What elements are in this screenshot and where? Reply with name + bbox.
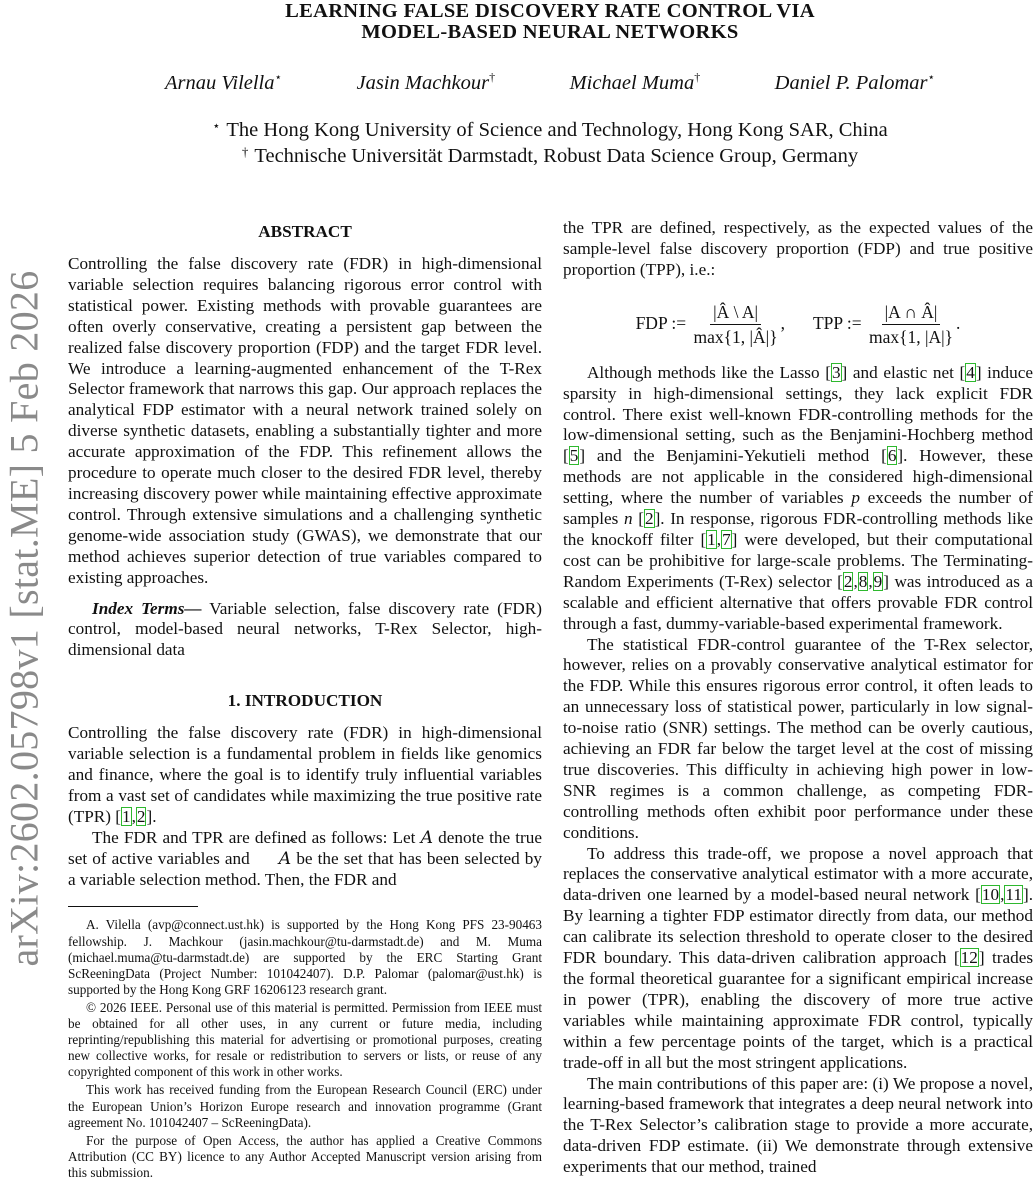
section-heading-intro: 1. INTRODUCTION: [227, 691, 383, 711]
footnote: For the purpose of Open Access, the author has applied a Creative Commons Attribution (CC BY) licence to any Author Accepted Manuscript version arising from this submission.: [68, 1132, 542, 1180]
author: Daniel P. Palomar⋆: [774, 70, 935, 94]
citation-link[interactable]: 10: [981, 885, 1000, 905]
citation-link[interactable]: 5: [569, 446, 579, 466]
citation-link[interactable]: 1: [707, 529, 716, 549]
left-column: [68, 222, 542, 1181]
arxiv-watermark: arXiv:2602.05798v1 [stat.ME] 5 Feb 2026: [1, 269, 47, 967]
abstract-heading: ABSTRACT: [258, 222, 352, 241]
abstract-text: Controlling the false discovery rate (FDR) in high-dimensional variable selection requires balancing rigorous error control with statistical power. Existing methods with provable guarantees are often overly conservative, creating a persistent gap between the realized false discovery proportion (FDP) and the target FDR level. We introduce a learning-augmented enhancement of the T-Rex Selector framework that narrows this gap. Our approach replaces the analytical FDP estimator with a neural network trained solely on diverse synthetic datasets, enabling a substantially tighter and more accurate approximation of the FDP. This refinement allows the procedure to operate much closer to the desired FDR level, thereby increasing discovery power while maintaining effective approximate control. Through extensive simulations and a challenging synthetic genome-wide association study (GWAS), we demonstrate that our method achieves superior detection of true variables compared to existing approaches.: [68, 254, 542, 587]
citation-link[interactable]: 9: [873, 571, 883, 591]
citation-link[interactable]: 6: [887, 446, 897, 466]
citation-link[interactable]: 1: [122, 806, 131, 826]
author: Michael Muma†: [569, 70, 701, 94]
citation-link[interactable]: 2: [644, 509, 654, 529]
right-column: [563, 0, 1033, 1178]
citation-link[interactable]: 2: [843, 571, 853, 591]
citation-link[interactable]: 12: [960, 948, 978, 968]
footnotes: [68, 917, 542, 1181]
intro-paragraph: The FDR and TPR are defined as follows: Let A denote the true set of active variables and ˆ A be the set that has been selected by a variable selection method. Then, the FDR and: [68, 828, 542, 891]
author: Jasin Machkour†: [356, 70, 496, 94]
body-paragraph: Although methods like the Lasso [3] and elastic net [4] induce sparsity in high-dimensional settings, they lack explicit FDR control. There exist well-known FDR-controlling methods for the low-dimensional setting, such as the Benjamini-Hochberg method [5] and the Benjamini-Yekutieli method [6]. However, these methods are not applicable in the considered high-dimensional setting, where the number of variables p exceeds the number of samples n [2]. In response, rigorous FDR-controlling methods like the knockoff filter [1,7] were developed, but their computational cost can be prohibitive for large-scale problems. The Terminating-Random Experiments (T-Rex) selector [2,8,9] was introduced as a scalable and efficient alternative that offers provable FDR control through a fast, dummy-variable-based experimental framework.: [563, 362, 1034, 633]
citation-link[interactable]: 4: [966, 362, 975, 382]
affiliation: ⋆ The Hong Kong University of Science and Technology, Hong Kong SAR, China: [212, 118, 888, 141]
affiliation: † Technische Universität Darmstadt, Robust Data Science Group, Germany: [241, 144, 859, 167]
footnote: This work has received funding from the European Research Council (ERC) under the European Union’s Horizon Europe research and innovation programme (Grant agreement No. 101042407 – ScReeningData).: [68, 1082, 542, 1130]
title-line-2: MODEL-BASED NEURAL NETWORKS: [361, 21, 739, 43]
citation-link[interactable]: 3: [831, 362, 841, 382]
body-paragraph: The statistical FDR-control guarantee of the T-Rex selector, however, relies on a provably conservative analytical estimator for the FDP. While this ensures rigorous error control, it often leads to an unnecessary loss of statistical power, particularly in low signal-to-noise ratio (SNR) settings. The method can be overly cautious, achieving an FDR far below the target level at the cost of missing true discoveries. This difficulty in achieving high power in low-SNR regimes is a common challenge, as competing FDR-controlling methods often exhibit poor performance under these conditions.: [563, 634, 1033, 842]
footnote: © 2026 IEEE. Personal use of this material is permitted. Permission from IEEE must be obtained for all other uses, in any current or future media, including reprinting/republishing this material for advertising or promotional purposes, creating new collective works, for resale or redistribution to servers or lists, or reuse of any copyrighted component of this work in other works.: [68, 999, 542, 1080]
fdp-tpp-equation: FDP := $\frac{|Â \backslash A|}{\max\{1, |Â|\}}$ , TPP := $\frac{|A \cap Â|}{\max\{1, |A|\}}$ .: [635, 301, 961, 347]
footnote: A. Vilella (avp@connect.ust.hk) is supported by the Hong Kong PFS 23-90463 fellowship. J. Machkour (jasin.machkour@tu-darmstadt.de) and M. Muma (michael.muma@tu-darmstadt.de) are supported by the ERC Starting Grant ScReeningData (Project Number: 101042407). D.P. Palomar (palomar@ust.hk) is supported by the Hong Kong GRF 16206123 research grant.: [68, 917, 542, 997]
citation-link[interactable]: 2: [136, 806, 146, 826]
index-terms: Index Terms— Variable selection, false discovery rate (FDR) control, model-based neural networks, T-Rex Selector, high-dimensional data: [68, 598, 542, 660]
intro-paragraph: Controlling the false discovery rate (FDR) in high-dimensional variable selection is a fundamental problem in fields like genomics and finance, where the goal is to identify truly influential variables from a vast set of candidates while maximizing the true positive rate (TPR) [1,2].: [68, 723, 542, 826]
citation-link[interactable]: 8: [858, 571, 868, 591]
intro-paragraph-continued: the TPR are defined, respectively, as the expected values of the sample-level false discovery proportion (FDP) and true positive proportion (TPP), i.e.:: [563, 218, 1033, 279]
title-line-1: LEARNING FALSE DISCOVERY RATE CONTROL VIA: [285, 0, 815, 22]
body-paragraph: To address this trade-off, we propose a novel approach that replaces the conservative analytical estimator with a more accurate, data-driven one learned by a model-based neural network [10,11]. By learning a tighter FDP estimator directly from data, our method can calibrate its selection threshold to operate closer to the desired FDR boundary. This data-driven calibration approach [12] trades the formal theoretical guarantee for a significant empirical increase in power (TPR), enabling the discovery of more true active variables while maintaining approximate FDR control, typically within a few percentage points of the target, which is a practical trade-off in all but the most stringent applications.: [563, 843, 1034, 1072]
citation-link[interactable]: 7: [722, 529, 731, 549]
author: Arnau Vilella⋆: [165, 70, 283, 94]
citation-link[interactable]: 11: [1005, 885, 1022, 905]
body-paragraph: The main contributions of this paper are: (i) We propose a novel, learning-based framework that integrates a deep neural network into the T-Rex Selector’s calibration stage to provide a more accurate, data-driven FDP estimate. (ii) We demonstrate through extensive experiments that our method, trained: [563, 1073, 1033, 1177]
footnote-rule: [68, 906, 198, 907]
